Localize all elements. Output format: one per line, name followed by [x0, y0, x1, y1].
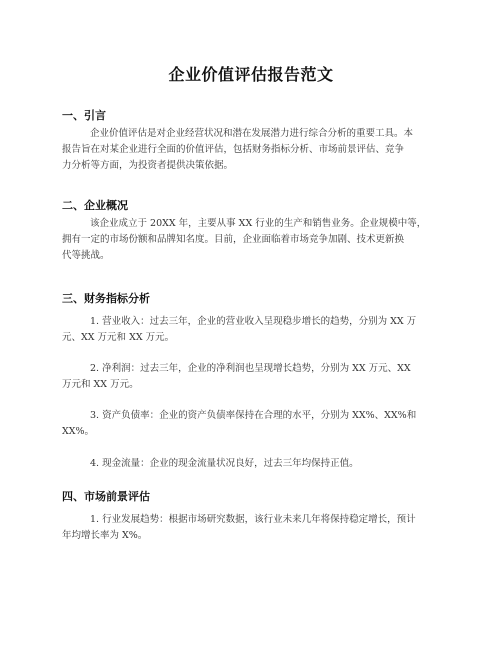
paragraph-line: 企业价值评估是对企业经营状况和潜在发展潜力进行综合分析的重要工具。本: [90, 128, 414, 139]
paragraph-line: 力分析等方面，为投资者提供决策依据。: [62, 160, 234, 171]
section-heading-financial-analysis: 三、财务指标分析: [62, 292, 150, 305]
paragraph-line: 3. 资产负债率：企业的资产负债率保持在合理的水平，分别为 XX%、XX%和: [90, 410, 417, 421]
paragraph-industry-trend: [62, 512, 442, 544]
paragraph-line: 代等挑战。: [62, 250, 110, 261]
paragraph-line: 万元和 XX 万元。: [62, 379, 139, 390]
section-heading-introduction: 一、引言: [62, 109, 106, 122]
section-heading-company-overview: 二、企业概况: [62, 199, 128, 212]
paragraph-line: XX%。: [62, 426, 95, 437]
paragraph-line: 2. 净利润：过去三年，企业的净利润也呈现增长趋势，分别为 XX 万元、XX: [90, 363, 411, 374]
paragraph-line: 拥有一定的市场份额和品牌知名度。目前，企业面临着市场竞争加剧、技术更新换: [62, 234, 405, 245]
paragraph-net-profit: [62, 361, 442, 393]
document-title: 企业价值评估报告范文: [168, 65, 334, 84]
paragraph-line: 年均增长率为 X%。: [62, 530, 148, 541]
paragraph-line: 4. 现金流量：企业的现金流量状况良好，过去三年均保持正值。: [90, 458, 359, 469]
paragraph-line: 1. 营业收入：过去三年，企业的营业收入呈现稳步增长的趋势，分别为 XX 万: [90, 316, 417, 327]
paragraph-cash-flow: [62, 456, 442, 472]
paragraph-line: 元、XX 万元和 XX 万元。: [62, 332, 175, 343]
paragraph-line: 1. 行业发展趋势：根据市场研究数据，该行业未来几年将保持稳定增长，预计: [90, 514, 416, 525]
paragraph-line: 该企业成立于 20XX 年，主要从事 XX 行业的生产和销售业务。企业规模中等，: [90, 218, 427, 229]
paragraph-line: 报告旨在对某企业进行全面的价值评估，包括财务指标分析、市场前景评估、竞争: [62, 144, 405, 155]
paragraph-revenue: [62, 314, 442, 346]
paragraph-debt-ratio: [62, 408, 442, 440]
section-heading-market-outlook: 四、市场前景评估: [62, 490, 150, 503]
paragraph-company-overview: [62, 216, 442, 264]
paragraph-introduction: [62, 126, 442, 174]
